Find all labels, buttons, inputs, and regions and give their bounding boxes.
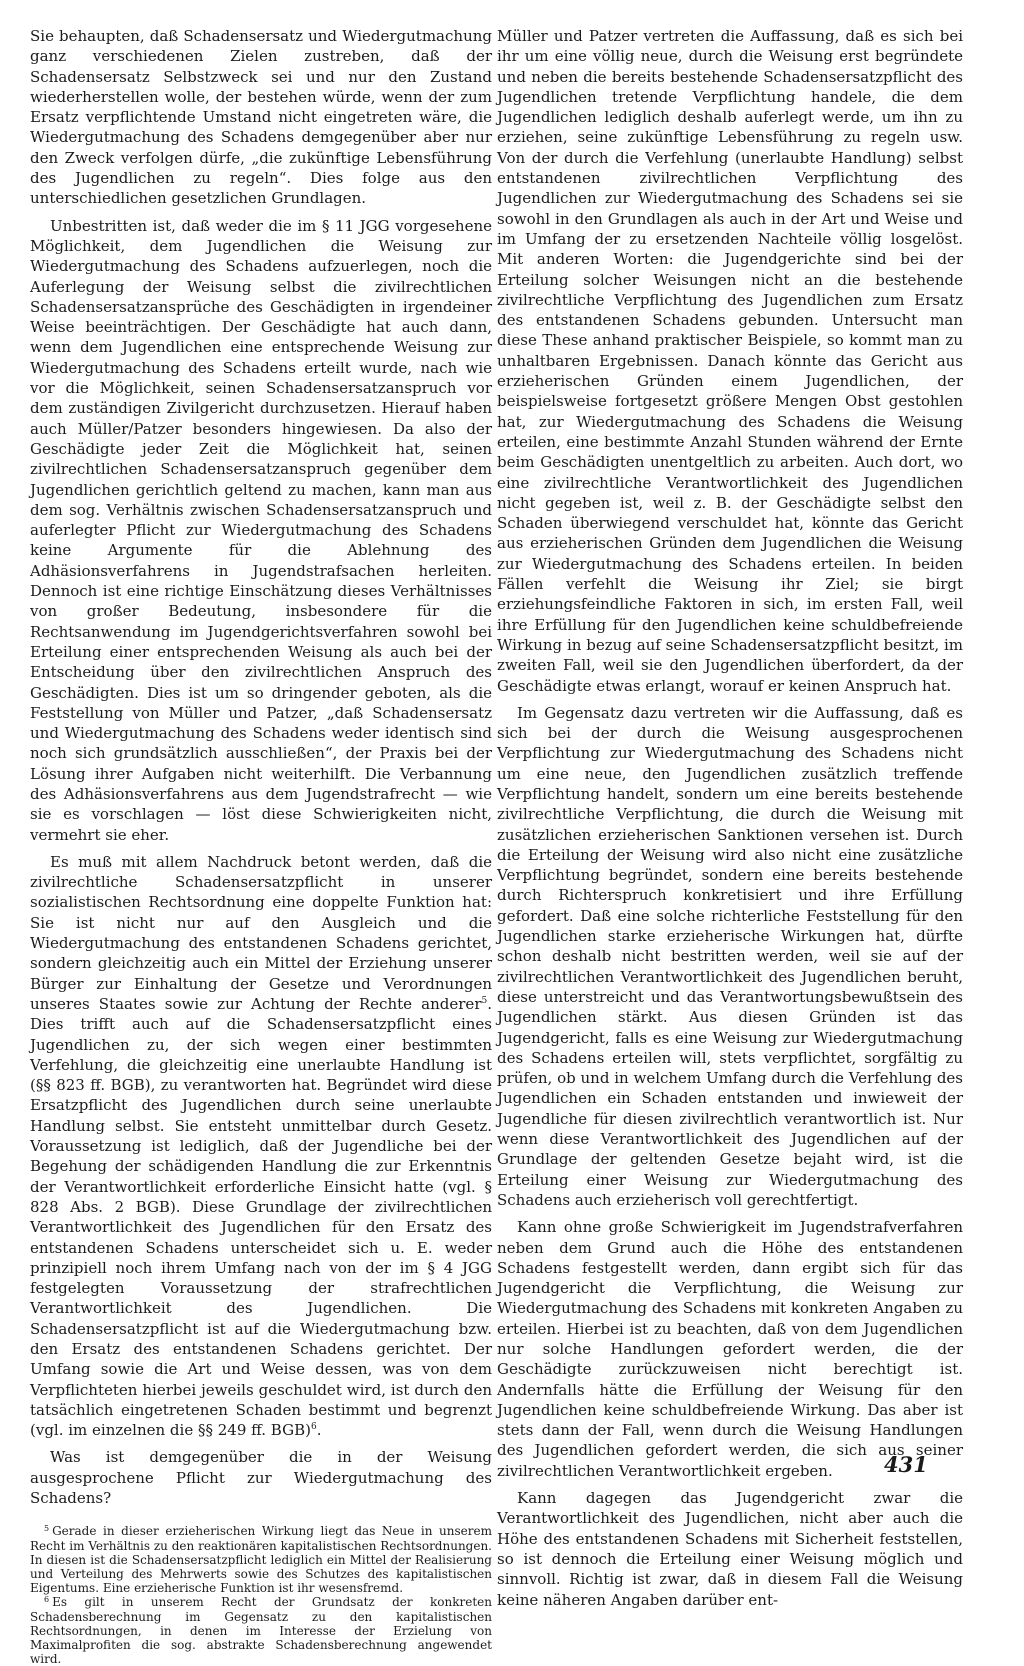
paragraph-text: . bbox=[316, 1421, 322, 1440]
paragraph bbox=[30, 852, 492, 1441]
paragraph: Kann ohne große Schwierigkeit im Jugendstrafverfahren neben dem Grund auch die Höhe des entstandenen Schadens festgestellt werden, dann ergibt sich für das Jugendgericht die Verpflichtung, die Weisung zur Wiedergutmachung des Schadens mit konkreten Angaben zu erteilen. Hierbei ist zu beachten, daß von dem Jugendlichen nur solche Handlungen gefordert werden, die der Geschädigte zurückzuweisen nicht berechtigt ist. Andernfalls hätte die Erfüllung der Weisung für den Jugendlichen keine schuldbefreiende Wirkung. Das aber ist stets dann der Fall, wenn durch die Weisung Handlungen des Jugendlichen gefordert werden, die sich aus seiner zivilrechtlichen Verantwortlichkeit ergeben. bbox=[497, 1218, 963, 1480]
footnotes bbox=[30, 1524, 492, 1666]
footnote-marker: 5 bbox=[481, 995, 488, 1006]
paragraph-text: . Dies trifft auch auf die Schadensersatzpflicht eines Jugendlichen zu, der sich wegen einer bestimmten Verfehlung, die gleichzeitig eine unerlaubte Handlung ist (§§ 823 ff. BGB), zu verantworten hat. Begründet wird diese Ersatzpflicht des Jugendlichen durch seine unerlaubte Handlung selbst. Sie entsteht unmittelbar durch Gesetz. Voraussetzung ist lediglich, daß der Jugendliche bei der Begehung der schädigenden Handlung die zur Erkenntnis der Verantwortlichkeit erforderliche Einsicht hatte (vgl. § 828 Abs. 2 BGB). Diese Grundlage der zivilrechtlichen Verantwortlichkeit des Jugendlichen für den Ersatz des entstandenen Schadens unterscheidet sich u. E. weder prinzipiell noch ihrem Umfang nach von der im § 4 JGG festgelegten Voraussetzung der strafrechtlichen Verantwortlichkeit des Jugendlichen. Die Schadensersatzpflicht ist auf die Wiedergutmachung bzw. den Ersatz des entstandenen Schadens gerichtet. Der Umfang sowie die Art und Weise dessen, was von dem Verpflichteten hierbei jeweils geschuldet wird, ist durch den tatsächlich eingetretenen Schaden bestimmt und begrenzt (vgl. im einzelnen die §§ 249 ff. BGB) bbox=[30, 994, 492, 1440]
page-number: 431 bbox=[884, 1452, 928, 1477]
paragraph: Was ist demgegenüber die in der Weisung ausgesprochene Pflicht zur Wiedergutmachung des Schadens? bbox=[30, 1448, 492, 1508]
paragraph: Unbestritten ist, daß weder die im § 11 JGG vorgesehene Möglichkeit, dem Jugendlichen die Weisung zur Wiedergutmachung des Schadens aufzuerlegen, noch die Auferlegung der Weisung selbst die zivilrechtlichen Schadensersatzansprüche des Geschädigten in irgendeiner Weise beeinträchtigen. Der Geschädigte hat auch dann, wenn dem Jugendlichen eine entsprechende Weisung zur Wiedergutmachung des Schadens erteilt wurde, nach wie vor die Möglichkeit, seinen Schadensersatzanspruch vor dem zuständigen Zivilgericht durchzusetzen. Hierauf haben auch Müller/Patzer besonders hingewiesen. Da also der Geschädigte jeder Zeit die Möglichkeit hat, seinen zivilrechtlichen Schadensersatzanspruch gegenüber dem Jugendlichen gerichtlich geltend zu machen, kann man aus dem sog. Verhältnis zwischen Schadensersatzanspruch und auferlegter Pflicht zur Wiedergutmachung des Schadens keine Argumente für die Ablehnung des Adhäsionsverfahrens in Jugendstrafsachen herleiten. Dennoch ist eine richtige Einschätzung dieses Verhältnisses von großer Bedeutung, insbesondere für die Rechtsanwendung im Jugendgerichtsverfahren sowohl bei Erteilung einer entsprechenden Weisung als auch bei der Entscheidung über den zivilrechtlichen Anspruch des Geschädigten. Dies ist um so dringender geboten, als die Feststellung von Müller und Patzer, „daß Schadensersatz und Wiedergutmachung des Schadens weder identisch sind noch sich grundsätzlich ausschließen“, der Praxis bei der Lösung ihrer Aufgaben nicht weiterhilft. Die Verbannung des Adhäsionsverfahrens aus dem Jugendstrafrecht — wie sie es vorschlagen — löst diese Schwierigkeiten nicht, vermehrt sie eher. bbox=[30, 216, 492, 844]
footnote bbox=[30, 1524, 492, 1595]
paragraph: Im Gegensatz dazu vertreten wir die Auffassung, daß es sich bei der durch die Weisung ausgesprochenen Verpflichtung zur Wiedergutmachung des Schadens nicht um eine neue, den Jugendlichen zusätzlich treffende Verpflichtung handelt, sondern um eine bereits bestehende zivilrechtliche Verpflichtung, die durch die Weisung mit zusätzlichen erzieherischen Sanktionen versehen ist. Durch die Erteilung der Weisung wird also nicht eine zusätzliche Verpflichtung begründet, sondern eine bereits bestehende durch Richterspruch konkretisiert und ihre Erfüllung gefordert. Daß eine solche richterliche Feststellung für den Jugendlichen starke erzieherische Wirkungen hat, dürfte schon deshalb nicht bestritten werden, weil sie auf der zivilrechtlichen Verantwortlichkeit des Jugendlichen beruht, diese unterstreicht und das Verantwortungsbewußtsein des Jugendlichen stärkt. Aus diesen Gründen ist das Jugendgericht, falls es eine Weisung zur Wiedergutmachung des Schadens erteilen will, stets verpflichtet, sorgfältig zu prüfen, ob und in welchem Umfang durch die Verfehlung des Jugendlichen ein Schaden entstanden und inwieweit der Jugendliche für diesen zivilrechtlich verantwortlich ist. Nur wenn diese Verantwortlichkeit des Jugendlichen auf der Grundlage der geltenden Gesetze bejaht wird, ist die Erteilung einer Weisung zur Wiedergutmachung des Schadens auch erzieherisch voll gerechtfertigt. bbox=[497, 703, 963, 1209]
left-column bbox=[30, 26, 492, 1666]
paragraph-text: Es muß mit allem Nachdruck betont werden, daß die zivilrechtliche Schadensersatzpflicht in unserer sozialistischen Rechtsordnung eine doppelte Funktion hat: Sie ist nicht nur auf den Ausgleich und die Wiedergutmachung des entstandenen Schadens gerichtet, sondern gleichzeitig auch ein Mittel der Erziehung unserer Bürger zur Einhaltung der Gesetze und Verordnungen unseres Staates sowie zur Achtung der Rechte anderer bbox=[30, 852, 492, 1013]
footnote-number: 5 bbox=[44, 1524, 50, 1534]
footnote-text: Es gilt in unserem Recht der Grundsatz der konkreten Schadensberechnung im Gegensatz zu den kapitalistischen Rechtsordnungen, in denen im Interesse der Erzielung von Maximalprofiten die sog. abstrakte Schadensberechnung angewendet wird. bbox=[30, 1595, 492, 1666]
footnote-text: Gerade in dieser erzieherischen Wirkung liegt das Neue in unserem Recht im Verhältnis zu den reaktionären kapitalistischen Rechtsordnungen. In diesen ist die Schadensersatzpflicht lediglich ein Mittel der Realisierung und Verteilung des Mehrwerts sowie des Schutzes des kapitalistischen Eigentums. Eine erzieherische Funktion ist ihr wesensfremd. bbox=[30, 1524, 492, 1596]
paragraph: Müller und Patzer vertreten die Auffassung, daß es sich bei ihr um eine völlig neue, durch die Weisung erst begründete und neben die bereits bestehende Schadensersatzpflicht des Jugendlichen tretende Verpflichtung handele, die dem Jugendlichen lediglich deshalb auferlegt werde, um ihn zu erziehen, seine zukünftige Lebensführung zu regeln usw. Von der durch die Verfehlung (unerlaubte Handlung) selbst entstandenen zivilrechtlichen Verpflichtung des Jugendlichen zur Wiedergutmachung des Schadens sei sie sowohl in den Grundlagen als auch in der Art und Weise und im Umfang der zu ersetzenden Nachteile völlig losgelöst. Mit anderen Worten: die Jugendgerichte sind bei der Erteilung solcher Weisungen nicht an die bestehende zivilrechtliche Verpflichtung des Jugendlichen zum Ersatz des entstandenen Schadens gebunden. Untersucht man diese These anhand praktischer Beispiele, so kommt man zu unhaltbaren Ergebnissen. Danach könnte das Gericht aus erzieherischen Gründen einem Jugendlichen, der beispielsweise fortgesetzt größere Mengen Obst gestohlen hat, zur Wiedergutmachung des Schadens die Weisung erteilen, eine bestimmte Anzahl Stunden während der Ernte beim Geschädigten unentgeltlich zu arbeiten. Auch dort, wo eine zivilrechtliche Verantwortlichkeit des Jugendlichen nicht gegeben ist, weil z. B. der Geschädigte selbst den Schaden überwiegend verschuldet hat, könnte das Gericht aus erzieherischen Gründen dem Jugendlichen die Weisung zur Wiedergutmachung des Schadens erteilen. In beiden Fällen verfehlt die Weisung ihr Ziel; sie birgt erziehungsfeindliche Faktoren in sich, im ersten Fall, weil ihre Erfüllung für den Jugendlichen keine schuldbefreiende Wirkung in bezug auf seine Schadensersatzpflicht besitzt, im zweiten Fall, weil sie den Jugendlichen überfordert, da der Geschädigte etwas erlangt, worauf er keinen Anspruch hat. bbox=[497, 27, 963, 695]
paragraph: Kann dagegen das Jugendgericht zwar die Verantwortlichkeit des Jugendlichen, nicht aber auch die Höhe des entstandenen Schadens mit Sicherheit feststellen, so ist dennoch die Erteilung einer Weisung möglich und sinnvoll. Richtig ist zwar, daß in diesem Fall die Weisung keine näheren Angaben darüber ent- bbox=[497, 1489, 963, 1609]
footnote-marker: 6 bbox=[310, 1422, 317, 1433]
paragraph: Sie behaupten, daß Schadensersatz und Wiedergutmachung ganz verschiedenen Zielen zustreben, daß der Schadensersatz Selbstzweck sei und nur den Zustand wiederherstellen wolle, der bestehen würde, wenn der zum Ersatz verpflichtende Umstand nicht eingetreten wäre, die Wiedergutmachung des Schadens demgegenüber aber nur den Zweck verfolgen dürfe, „die zukünftige Lebensführung des Jugendlichen zu regeln“. Dies folge aus den unterschiedlichen gesetzlichen Grundlagen. bbox=[30, 27, 492, 208]
right-column bbox=[497, 26, 963, 1610]
footnote-number: 6 bbox=[44, 1595, 50, 1605]
footnote bbox=[30, 1595, 492, 1666]
